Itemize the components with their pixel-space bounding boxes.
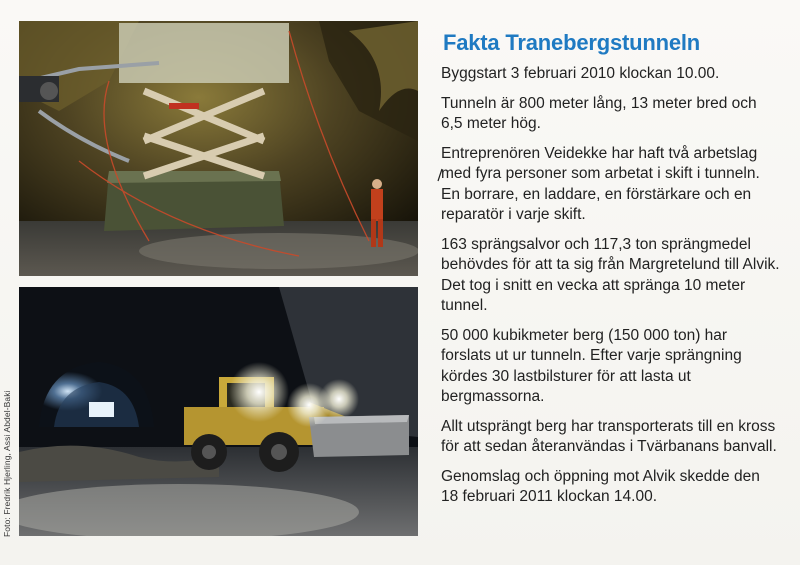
photo-drilling-rig [19, 21, 418, 276]
photo-credit: Foto: Fredrik Hjerling, Assi Abdel-Baki [2, 390, 12, 537]
fact-title: Fakta Tranebergstunneln [443, 30, 701, 55]
fact-paragraph-contractor: Entreprenören Veidekke har haft två arbetslag med fyra personer som arbetat i skift i tunneln. En borrare, en laddare, en förstärkare och en reparatör i varje skift. [441, 144, 760, 223]
fact-text-column [441, 30, 781, 517]
fact-paragraph-dimensions: Tunneln är 800 meter lång, 13 meter bred och 6,5 meter hög. [441, 94, 757, 132]
fact-paragraph-breakthrough: Genomslag och öppning mot Alvik skedde den 18 februari 2011 klockan 14.00. [441, 467, 760, 505]
photo-wheel-loader [19, 287, 418, 536]
fact-paragraph-start-date: Byggstart 3 februari 2010 klockan 10.00. [441, 65, 720, 82]
drilling-rig-image [19, 21, 418, 276]
fact-paragraph-rock-volume: 50 000 kubikmeter berg (150 000 ton) har forslats ut ur tunneln. Efter varje sprängning kördes 30 lastbilsturer för att lasta ut bergmassorna. [441, 326, 742, 405]
wheel-loader-image [19, 287, 418, 536]
fact-paragraph-blasting: 163 sprängsalvor och 117,3 ton sprängmedel behövdes för att ta sig från Margretelund till Alvik. Det tog i snitt en vecka att spränga 10 meter tunnel. [441, 235, 780, 314]
fact-paragraph-crusher: Allt utsprängt berg har transporterats till en kross för att sedan återanvändas i Tvärbanans banvall. [441, 417, 777, 455]
